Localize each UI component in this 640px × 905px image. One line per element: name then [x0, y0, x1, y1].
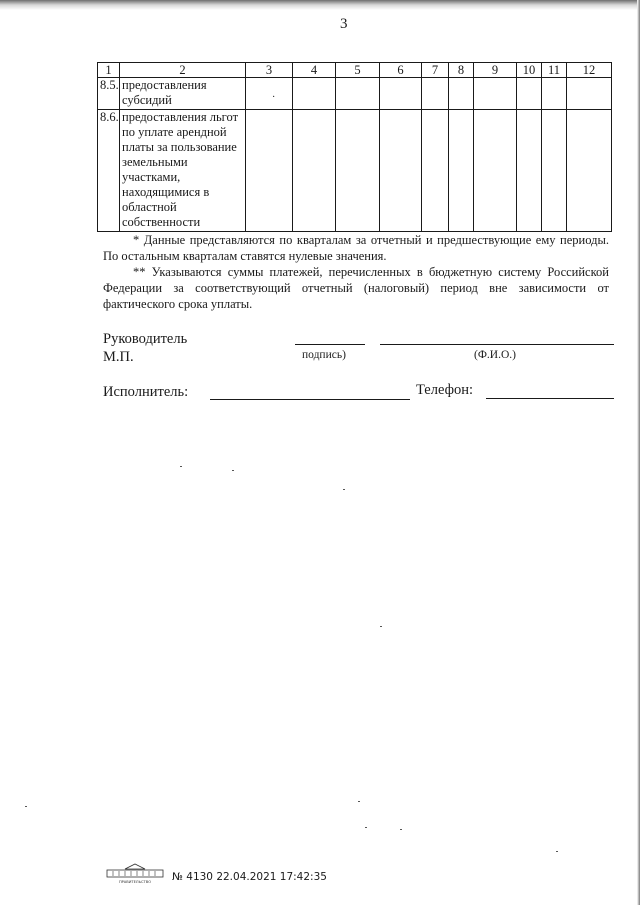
table-cell: [567, 78, 612, 110]
table-cell: [449, 110, 474, 232]
signature-line: [295, 344, 365, 345]
page-number: 3: [340, 16, 348, 32]
table-cell: [474, 78, 517, 110]
row-description: предоставления субсидий: [120, 78, 246, 110]
table-cell: [517, 110, 542, 232]
table-header-row: [98, 63, 612, 78]
scan-speck: [365, 827, 367, 828]
table-cell: [517, 78, 542, 110]
column-header: 1: [98, 63, 120, 78]
table-cell: [293, 110, 336, 232]
scan-speck: [180, 466, 182, 467]
scan-speck: [400, 829, 402, 830]
scan-speck: [380, 626, 382, 627]
scan-top-edge: [0, 0, 640, 10]
stray-mark: ·: [272, 92, 276, 103]
table-cell: [380, 78, 422, 110]
table-cell: [542, 78, 567, 110]
footnote-quarterly: [103, 232, 609, 264]
footnote-quarterly-text: * Данные представляются по кварталам за отчетный и предшествующие ему периоды. По остальным кварталам ставятся нулевые значения.: [103, 233, 609, 263]
column-header: 7: [422, 63, 449, 78]
name-line: [380, 344, 614, 345]
table-row: [98, 110, 612, 232]
executor-label: Исполнитель:: [103, 384, 189, 400]
name-caption: (Ф.И.О.): [474, 349, 516, 361]
column-header: 11: [542, 63, 567, 78]
column-header: 9: [474, 63, 517, 78]
table-cell: [380, 110, 422, 232]
table-cell: [246, 78, 293, 110]
column-header: 6: [380, 63, 422, 78]
table-cell: [474, 110, 517, 232]
table-cell: [336, 78, 380, 110]
scan-speck: [556, 851, 558, 852]
column-header: 8: [449, 63, 474, 78]
scan-speck: [25, 806, 27, 807]
phone-label: Телефон:: [416, 382, 474, 398]
column-header: 2: [120, 63, 246, 78]
executor-line: [210, 399, 410, 400]
phone-line: [486, 398, 614, 399]
row-description: предоставления льгот по уплате арендной платы за пользование земельными участками, находящимися в областной собственности: [120, 110, 246, 232]
row-number: 8.6.: [98, 110, 120, 232]
footnote-payments-text: ** Указываются суммы платежей, перечисленных в бюджетную систему Российской Федерации за соответствующий отчетный (налоговый) период вне зависимости от фактического срока уплаты.: [103, 265, 609, 311]
row-number: 8.5.: [98, 78, 120, 110]
registration-number: № 4130 22.04.2021 17:42:35: [172, 871, 327, 883]
scan-speck: [358, 801, 360, 802]
head-label: Руководитель: [103, 331, 188, 347]
report-table: [97, 62, 612, 232]
table-row: [98, 78, 612, 110]
building-stamp-icon: [105, 862, 165, 884]
table-cell: [567, 110, 612, 232]
column-header: 10: [517, 63, 542, 78]
column-header: 3: [246, 63, 293, 78]
table-cell: [449, 78, 474, 110]
scan-speck: [232, 470, 234, 471]
column-header: 4: [293, 63, 336, 78]
table-cell: [422, 110, 449, 232]
table-cell: [246, 110, 293, 232]
table-cell: [542, 110, 567, 232]
column-header: 5: [336, 63, 380, 78]
footnote-payments: [103, 264, 609, 312]
stamp-caption: ПРАВИТЕЛЬСТВО: [118, 880, 152, 884]
table-cell: [422, 78, 449, 110]
table-cell: [336, 110, 380, 232]
signature-caption: подпись): [302, 349, 346, 361]
table-cell: [293, 78, 336, 110]
column-header: 12: [567, 63, 612, 78]
scan-speck: [343, 489, 345, 490]
seal-label: М.П.: [103, 349, 134, 365]
